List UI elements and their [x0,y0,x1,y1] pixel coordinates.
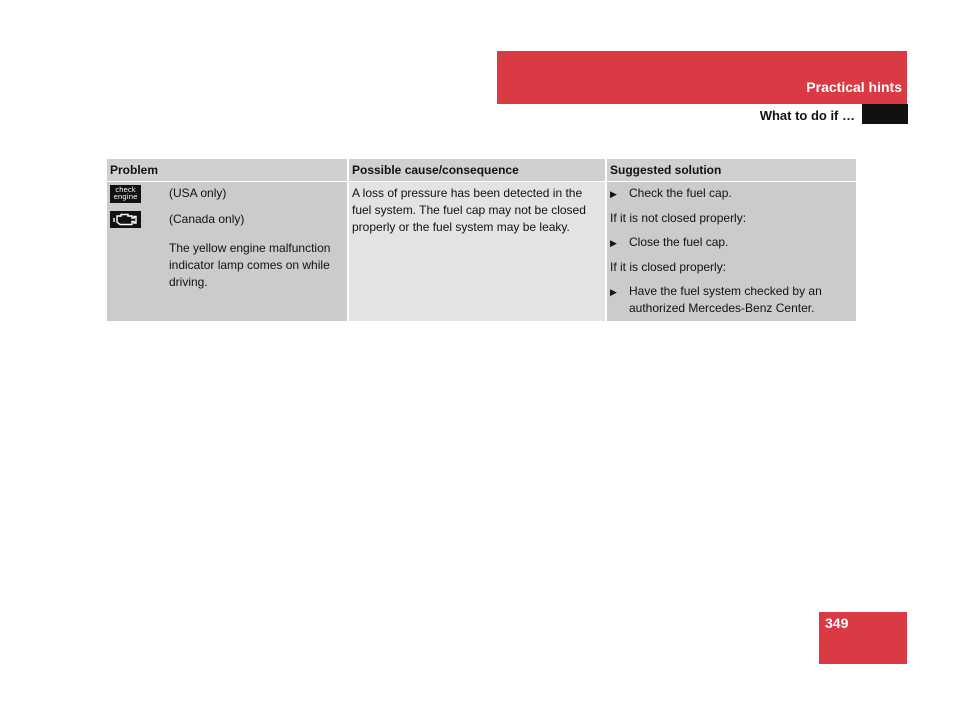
solution-step-text: Have the fuel system checked by an authorized Mercedes-Benz Center. [629,284,822,315]
table-header-row [107,159,856,182]
page-number: 349 [825,615,849,631]
column-header-problem: Problem [107,159,348,182]
solution-condition: If it is closed properly: [610,260,727,274]
engine-icon [110,211,141,228]
triangle-bullet-icon: ▶ [610,238,617,248]
solution-cell [606,182,856,322]
triangle-bullet-icon: ▶ [610,189,617,199]
column-header-solution: Suggested solution [606,159,856,182]
solution-step [610,185,852,203]
cause-cell [348,182,606,322]
solution-step-text: Close the fuel cap. [629,235,729,249]
triangle-bullet-icon: ▶ [610,287,617,297]
solution-step-text: Check the fuel cap. [629,186,732,200]
problem-cell [107,182,348,322]
problem-description: The yellow engine malfunction indicator lamp comes on while driving. [169,241,331,289]
problem-usa-label: (USA only) [169,186,227,200]
table-row [107,182,856,322]
subsection-title: What to do if … [759,108,855,123]
solution-condition: If it is not closed properly: [610,211,747,225]
problem-canada-label: (Canada only) [169,212,245,226]
header-band [497,51,907,104]
problem-usa [110,185,343,204]
solution-step [610,234,852,252]
section-tab-marker [862,104,908,124]
troubleshooting-table [107,159,856,321]
solution-step [610,283,852,317]
section-title: Practical hints [806,79,902,95]
column-header-cause: Possible cause/consequence [348,159,606,182]
cause-text: A loss of pressure has been detected in the fuel system. The fuel cap may not be closed properly or the fuel system may be leaky. [352,186,586,234]
problem-canada [110,211,343,233]
check-engine-icon: check engine [110,185,141,203]
